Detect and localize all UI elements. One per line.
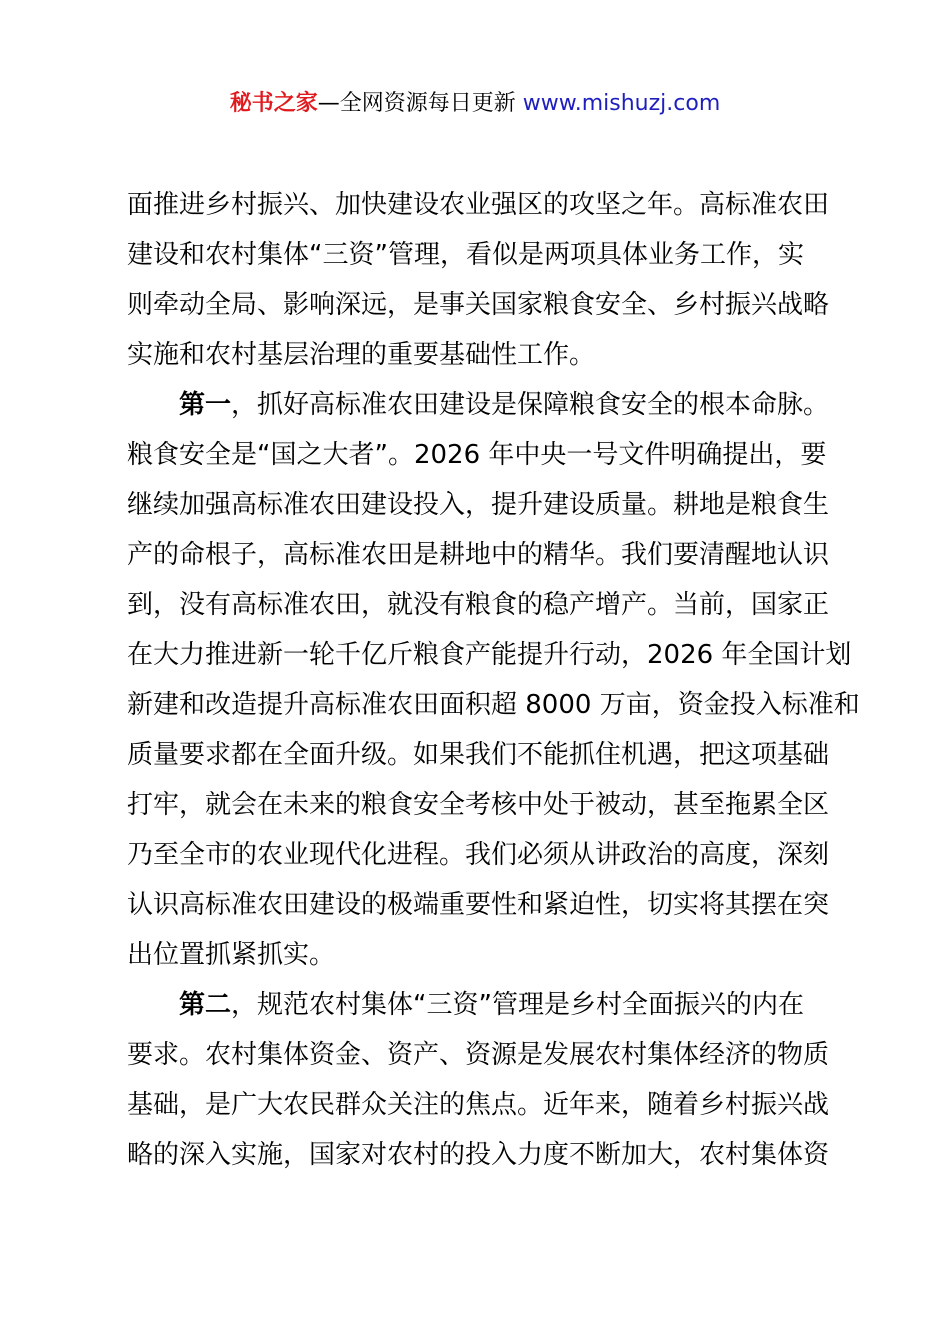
text-line: 继续加强高标准农田建设投入，提升建设质量。耕地是粮食生 [127, 490, 830, 520]
text-line-first [127, 380, 835, 430]
text-line: 到，没有高标准农田，就没有粮食的稳产增产。当前，国家正 [127, 590, 830, 620]
paragraph-lead: 第二 [179, 990, 232, 1020]
text-line: 在大力推进新一轮千亿斤粮食产能提升行动，2026 年全国计划 [127, 640, 852, 670]
paragraph-2 [127, 380, 860, 980]
paragraph-1 [127, 180, 835, 380]
brand-name: 秘书之家 [229, 91, 318, 116]
text-line: 出位置抓紧抓实。 [127, 940, 336, 970]
text-line-rest: ，规范农村集体“三资”管理是乡村全面振兴的内在 [231, 990, 804, 1020]
text-line: 面推进乡村振兴、加快建设农业强区的攻坚之年。高标准农田 [127, 190, 830, 220]
text-line: 建设和农村集体“三资”管理，看似是两项具体业务工作，实 [127, 240, 804, 270]
document-body [127, 180, 860, 1180]
text-line: 打牢，就会在未来的粮食安全考核中处于被动，甚至拖累全区 [127, 790, 830, 820]
text-line-first [127, 980, 835, 1030]
page-header [0, 88, 950, 120]
text-line: 认识高标准农田建设的极端重要性和紧迫性，切实将其摆在突 [127, 890, 830, 920]
header-tagline: —全网资源每日更新 [317, 91, 523, 116]
text-line: 实施和农村基层治理的重要基础性工作。 [127, 340, 596, 370]
text-line: 新建和改造提升高标准农田面积超 8000 万亩，资金投入标准和 [127, 690, 860, 720]
text-line: 粮食安全是“国之大者”。2026 年中央一号文件明确提出，要 [127, 440, 827, 470]
text-line: 质量要求都在全面升级。如果我们不能抓住机遇，把这项基础 [127, 740, 830, 770]
text-line: 基础，是广大农民群众关注的焦点。近年来，随着乡村振兴战 [127, 1090, 830, 1120]
paragraph-3 [127, 980, 835, 1180]
paragraph-lead: 第一 [179, 390, 232, 420]
text-line: 乃至全市的农业现代化进程。我们必须从讲政治的高度，深刻 [127, 840, 830, 870]
text-line-rest: ，抓好高标准农田建设是保障粮食安全的根本命脉。 [231, 390, 830, 420]
text-line: 产的命根子，高标准农田是耕地中的精华。我们要清醒地认识 [127, 540, 830, 570]
text-line: 要求。农村集体资金、资产、资源是发展农村集体经济的物质 [127, 1040, 830, 1070]
text-line: 略的深入实施，国家对农村的投入力度不断加大，农村集体资 [127, 1140, 830, 1170]
text-line: 则牵动全局、影响深远，是事关国家粮食安全、乡村振兴战略 [127, 290, 830, 320]
site-url-link[interactable]: www.mishuzj.com [522, 91, 721, 116]
